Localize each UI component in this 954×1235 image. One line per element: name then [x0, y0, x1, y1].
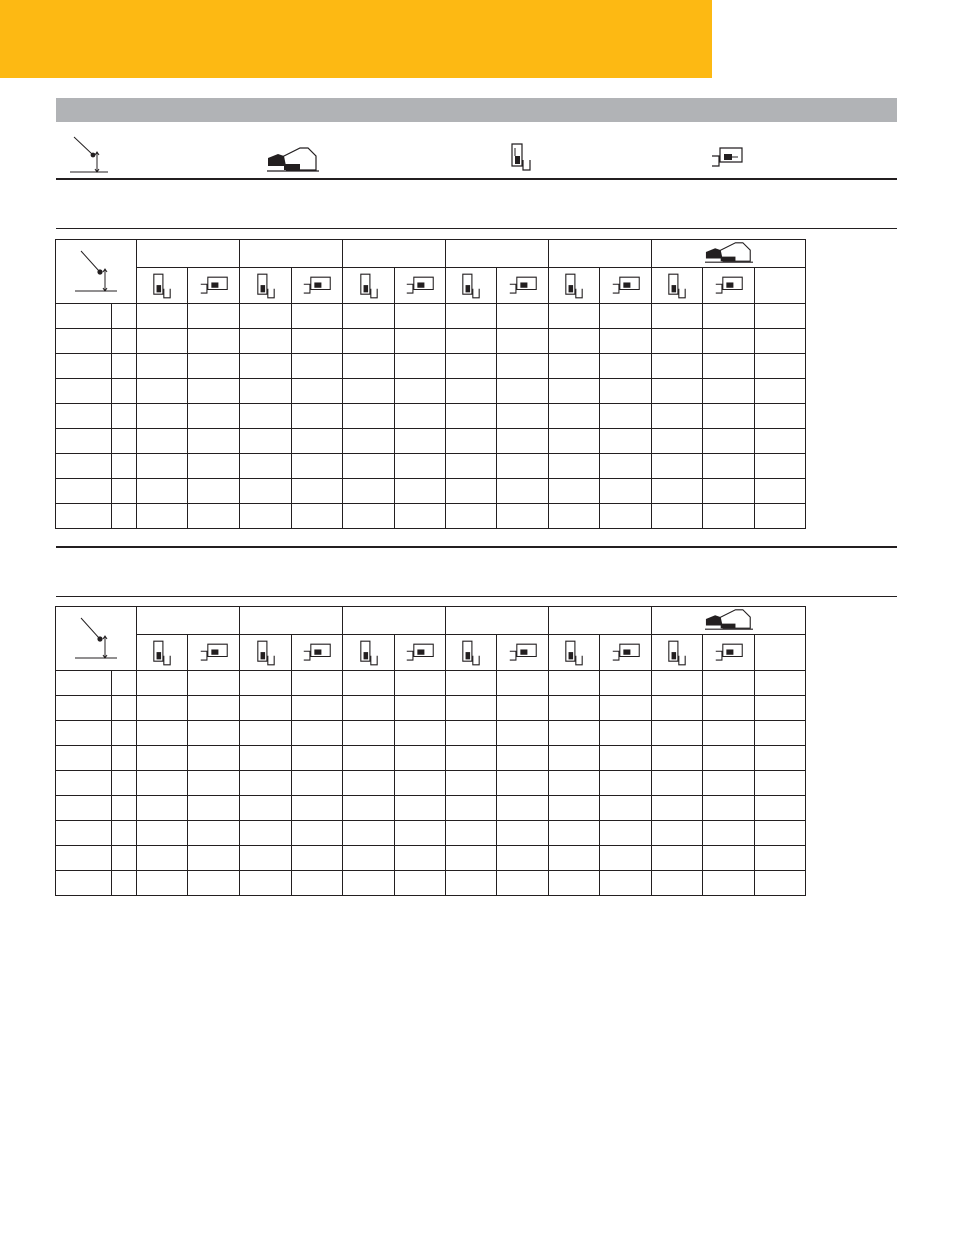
lift-capacity-table	[55, 239, 806, 529]
excavator-icon	[652, 240, 806, 268]
over-side-icon	[292, 635, 343, 671]
load-point-height-icon	[56, 607, 137, 671]
over-side-icon	[292, 268, 343, 304]
radius-group	[137, 607, 240, 635]
over-side-icon	[600, 635, 652, 671]
over-side-icon	[497, 268, 549, 304]
reach-header-cell	[755, 635, 806, 671]
divider	[56, 596, 897, 597]
over-side-icon	[703, 635, 755, 671]
table-row	[56, 429, 806, 454]
table-row	[56, 796, 806, 821]
table-row	[56, 696, 806, 721]
table-row	[56, 871, 806, 896]
over-front-icon	[549, 635, 600, 671]
divider	[56, 178, 897, 180]
over-side-icon	[703, 268, 755, 304]
header-band	[0, 0, 712, 78]
radius-group	[446, 240, 549, 268]
load-point-height-icon	[68, 134, 110, 179]
table-row	[56, 454, 806, 479]
over-front-icon	[343, 635, 395, 671]
table-row	[56, 671, 806, 696]
table-row	[56, 304, 806, 329]
over-side-icon	[600, 268, 652, 304]
table-row	[56, 329, 806, 354]
over-front-icon	[343, 268, 395, 304]
over-front-icon	[137, 268, 188, 304]
title-bar	[56, 98, 897, 122]
radius-group	[446, 607, 549, 635]
over-front-icon	[652, 635, 703, 671]
lift-capacity-table	[55, 606, 806, 896]
table-row	[56, 746, 806, 771]
over-front-icon	[137, 635, 188, 671]
table-row	[56, 821, 806, 846]
radius-group	[549, 607, 652, 635]
radius-group	[137, 240, 240, 268]
radius-group	[549, 240, 652, 268]
divider	[56, 228, 897, 229]
table-row	[56, 354, 806, 379]
over-side-icon	[497, 635, 549, 671]
over-front-icon	[510, 142, 532, 177]
over-side-icon	[188, 268, 240, 304]
over-front-icon	[446, 268, 497, 304]
radius-group	[240, 607, 343, 635]
table-body	[56, 671, 806, 896]
radius-group	[343, 240, 446, 268]
excavator-icon	[266, 144, 320, 179]
over-front-icon	[240, 635, 292, 671]
radius-group	[240, 240, 343, 268]
table-row	[56, 404, 806, 429]
table-row	[56, 846, 806, 871]
over-front-icon	[652, 268, 703, 304]
excavator-icon	[652, 607, 806, 635]
radius-group	[343, 607, 446, 635]
over-side-icon	[188, 635, 240, 671]
divider	[56, 546, 897, 548]
table-row	[56, 479, 806, 504]
load-point-height-icon	[56, 240, 137, 304]
table-body	[56, 304, 806, 529]
over-side-icon	[710, 146, 744, 175]
table-row	[56, 379, 806, 404]
legend	[56, 128, 897, 174]
over-front-icon	[240, 268, 292, 304]
over-side-icon	[395, 635, 446, 671]
table-row	[56, 504, 806, 529]
table-row	[56, 721, 806, 746]
table-row	[56, 771, 806, 796]
over-side-icon	[395, 268, 446, 304]
over-front-icon	[446, 635, 497, 671]
over-front-icon	[549, 268, 600, 304]
reach-header-cell	[755, 268, 806, 304]
